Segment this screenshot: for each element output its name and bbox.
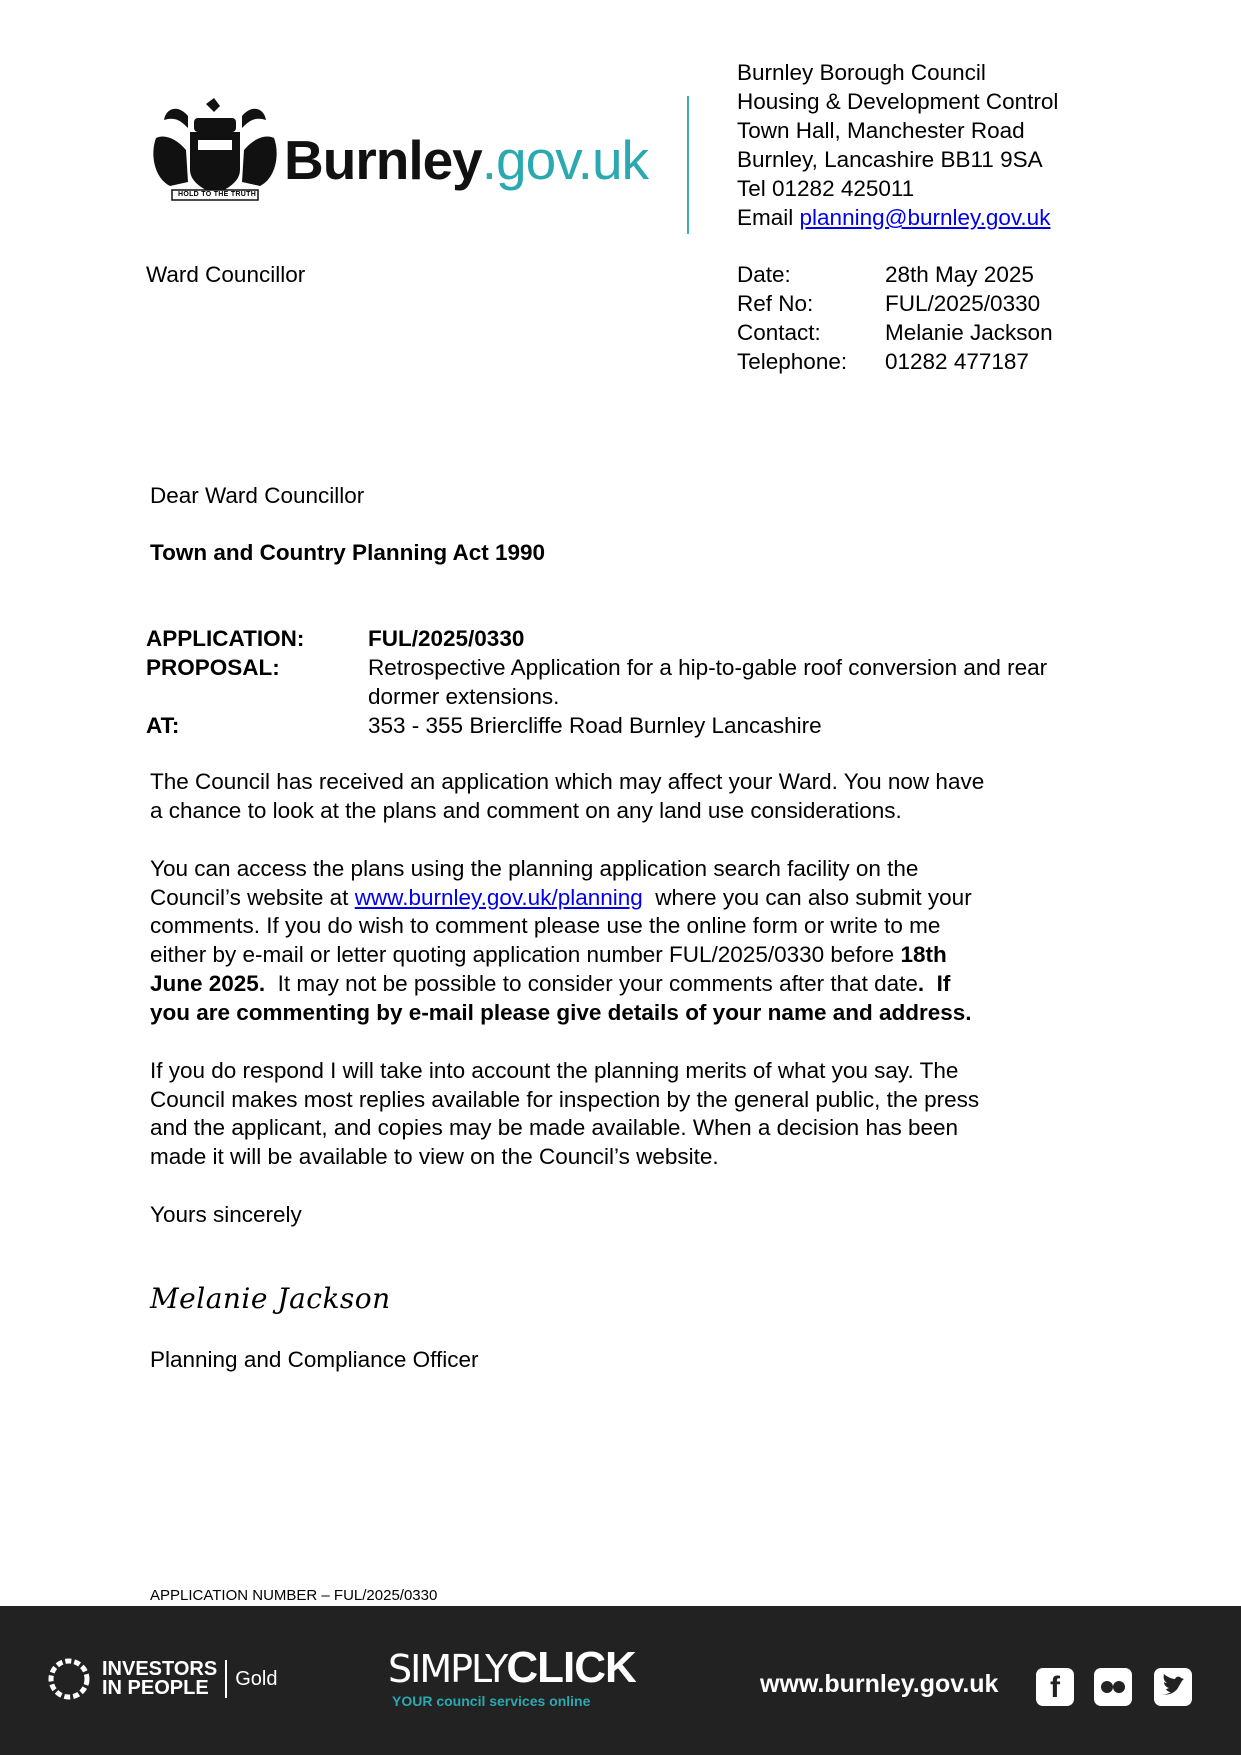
address-line: Burnley, Lancashire BB11 9SA	[737, 147, 1043, 172]
paragraph-line: The Council has received an application which may affect your Ward. You now have	[150, 769, 985, 794]
paragraph-line: If you do respond I will take into account the planning merits of what you say. The	[150, 1058, 959, 1083]
iip-line: INVESTORS	[102, 1658, 218, 1680]
proposal-line: Retrospective Application for a hip-to-gable roof conversion and rear	[368, 655, 1048, 680]
council-address	[737, 58, 1058, 232]
recipient: Ward Councillor	[146, 262, 306, 287]
paragraph-2	[150, 855, 1100, 1027]
paragraph-line: you are commenting by e-mail please give details of your name and address.	[150, 999, 972, 1025]
meta-value: 28th May 2025	[885, 262, 1034, 287]
closing: Yours sincerely	[150, 1202, 302, 1227]
paragraph-line	[150, 941, 1100, 970]
simply-text: SIMPLY	[388, 1647, 507, 1691]
proposal-row	[146, 653, 1047, 711]
logo-brand-text: Burnley	[284, 129, 482, 191]
paragraph-line: and the applicant, and copies may be made available. When a decision has been	[150, 1115, 959, 1141]
proposal-label: PROPOSAL:	[146, 655, 280, 680]
iip-line: IN PEOPLE	[102, 1677, 209, 1699]
iip-gold-label: Gold	[225, 1660, 277, 1698]
paragraph-line: a chance to look at the plans and comment on any land use considerations.	[150, 797, 902, 823]
twitter-bird-icon	[1154, 1668, 1192, 1706]
iip-text	[102, 1660, 217, 1698]
application-row	[146, 624, 1047, 653]
act-heading: Town and Country Planning Act 1990	[150, 540, 546, 565]
investors-in-people-badge	[46, 1656, 277, 1702]
application-label: APPLICATION:	[146, 626, 305, 651]
simply-click-tagline: YOUR council services online	[392, 1693, 591, 1709]
meta-value: Melanie Jackson	[885, 320, 1053, 345]
deadline-text: June 2025.	[150, 970, 266, 996]
paragraph-line: made it will be available to view on the Council’s website.	[150, 1144, 719, 1170]
deadline-text: 18th	[900, 942, 947, 968]
at-value: 353 - 355 Briercliffe Road Burnley Lancashire	[368, 713, 822, 738]
paragraph-3	[150, 1057, 1100, 1172]
text-segment: It may not be possible to consider your comments after that date	[265, 970, 918, 996]
flickr-icon[interactable]	[1094, 1668, 1132, 1706]
logo-domain-text: .gov.uk	[481, 129, 649, 191]
click-text: CLICK	[506, 1643, 636, 1692]
paragraph-line: comments. If you do wish to comment please use the online form or write to me	[150, 913, 941, 939]
simply-click-wordmark	[388, 1644, 636, 1693]
at-row	[146, 711, 1047, 740]
meta-label: Contact:	[737, 320, 821, 345]
council-logo	[148, 98, 658, 210]
meta-row-telephone	[737, 347, 1053, 376]
footer-banner	[0, 1606, 1241, 1755]
application-value: FUL/2025/0330	[368, 626, 525, 651]
simply-click-logo	[388, 1644, 636, 1709]
paragraph-1	[150, 768, 1100, 825]
paragraph-line: Council makes most replies available for inspection by the general public, the press	[150, 1086, 980, 1112]
address-line: Burnley Borough Council	[737, 60, 986, 85]
flickr-dots-icon	[1094, 1668, 1132, 1706]
email-label: Email	[737, 205, 794, 230]
letter-meta	[737, 260, 1053, 376]
proposal-value	[368, 653, 1047, 711]
footer-application-number: APPLICATION NUMBER – FUL/2025/0330	[150, 1587, 438, 1604]
signatory-role: Planning and Compliance Officer	[150, 1347, 479, 1372]
address-line: Housing & Development Control	[737, 89, 1059, 114]
at-label: AT:	[146, 713, 180, 738]
logo-motto: HOLD TO THE TRUTH	[178, 191, 257, 198]
text-segment: where you can also submit your	[642, 884, 972, 910]
signature: Melanie Jackson	[150, 1282, 391, 1315]
address-line: Town Hall, Manchester Road	[737, 118, 1025, 143]
planning-website-link[interactable]: www.burnley.gov.uk/planning	[354, 884, 643, 910]
meta-label: Telephone:	[737, 349, 848, 374]
paragraph-line	[150, 884, 1100, 913]
footer-website[interactable]: www.burnley.gov.uk	[760, 1670, 999, 1698]
meta-row-contact	[737, 318, 1053, 347]
email-line	[737, 203, 1058, 232]
paragraph-line: You can access the plans using the planning application search facility on the	[150, 856, 919, 881]
text-segment: . If	[917, 970, 951, 996]
header-divider	[687, 96, 689, 234]
text-segment: either by e-mail or letter quoting application number FUL/2025/0330 before	[150, 942, 901, 968]
logo-wordmark	[284, 130, 648, 190]
paragraph-line	[150, 970, 1100, 999]
text-segment: Council’s website at	[150, 884, 355, 910]
meta-row-date	[737, 260, 1053, 289]
meta-label: Ref No:	[737, 291, 814, 316]
facebook-icon[interactable]: f	[1036, 1668, 1074, 1706]
salutation: Dear Ward Councillor	[150, 483, 365, 508]
twitter-icon[interactable]	[1154, 1668, 1192, 1706]
meta-value: FUL/2025/0330	[885, 291, 1041, 316]
meta-value: 01282 477187	[885, 349, 1029, 374]
email-link[interactable]: planning@burnley.gov.uk	[799, 205, 1051, 230]
application-details	[146, 624, 1047, 740]
proposal-line: dormer extensions.	[368, 684, 560, 709]
meta-row-ref	[737, 289, 1053, 318]
meta-label: Date:	[737, 262, 791, 287]
laurel-wreath-icon	[46, 1656, 92, 1702]
address-line: Tel 01282 425011	[737, 176, 915, 201]
